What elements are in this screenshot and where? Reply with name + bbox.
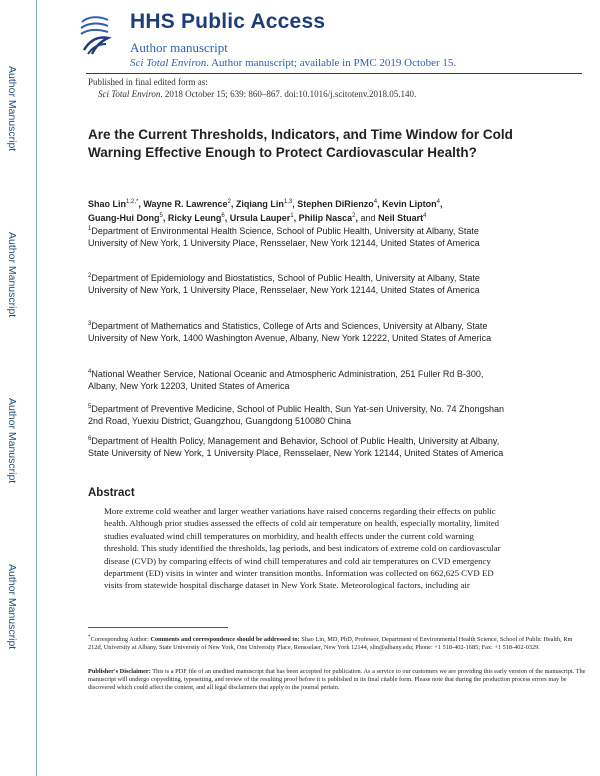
author: Shao Lin$^{1,2,*}$ — [88, 199, 139, 209]
publisher-disclaimer: Publisher's Disclaimer: This is a PDF file of an unedited manuscript that has been accepted for publication. As a service to our customers we are providing this early version of the manuscript. The manuscript will undergo copyediting, typesetting, and review of the resulting proof before it is published in its final citable form. Please note that during the production process errors may be discovered which could affect the content, and all legal disclaimers that apply to the journal pertain. — [88, 668, 586, 692]
sidebar-divider — [36, 0, 37, 776]
availability-line: Sci Total Environ. Author manuscript; available in PMC 2019 October 15. — [130, 57, 457, 69]
author: Neil Stuart$^4$ — [378, 213, 427, 223]
author: Wayne R. Lawrence$^2$ — [143, 199, 231, 209]
affiliation: $^4$National Weather Service, National Oceanic and Atmospheric Administration, 251 Fuller Rd B-300, Albany, New York 12203, United States of America — [88, 369, 484, 391]
author: Ursula Lauper$^1$ — [229, 213, 294, 223]
abstract-heading: Abstract — [88, 487, 135, 499]
author: Ricky Leung$^6$ — [167, 213, 225, 223]
manuscript-label: Author manuscript — [130, 40, 228, 55]
sidebar-label-4: Author Manuscript — [6, 564, 18, 650]
author: Philip Nasca$^2$ — [298, 213, 356, 223]
affiliation: $^6$Department of Health Policy, Management and Behavior, School of Public Health, University at Albany, State University of New York, 1 University Place, Rensselaer, New York 12144, United States of America — [88, 436, 504, 458]
affiliation: $^1$Department of Environmental Health Science, School of Public Health, University at Albany, State University of New York, 1 University Place, Rensselaer, New York 12144, United States of America — [88, 226, 480, 248]
author: Stephen DiRienzo$^4$ — [297, 199, 378, 209]
citation-line: Sci Total Environ. 2018 October 15; 639: 860–867. doi:10.1016/j.scitotenv.2018.05.140. — [98, 89, 417, 99]
published-label: Published in final edited form as: — [88, 77, 208, 87]
abstract-text: More extreme cold weather and larger weather variations have raised concerns regarding their effects on public health. Although prior studies assessed the effects of cold air temperature on health, especially mortality, limited studies evaluated wind chill temperatures on morbidity, and health effects under the current cold warning threshold. This study identified the thresholds, lag periods, and best indicators of extreme cold on cardiovascular disease (CVD) by comparing effects of wind chill temperatures and cold air temperatures on CVD emergency department (ED) visits in winter and winter transition months. Information was collected on 662,625 CVD ED visits from statewide hospital discharge dataset in New York State. Meteorological factors, including air — [104, 506, 501, 591]
affiliation: $^3$Department of Mathematics and Statistics, College of Arts and Sciences, University at Albany, State University of New York, 1400 Washington Avenue, Albany, New York 12222, United States of America — [88, 321, 492, 343]
sidebar-label-3: Author Manuscript — [6, 398, 18, 484]
hhs-title: HHS Public Access — [130, 10, 326, 33]
author: Ziqiang Lin$^{1,3}$ — [235, 199, 293, 209]
corresponding-footnote: *Corresponding Author: Comments and correspondence should be addressed to: Shao Lin, MD, PhD, Professor, Department of Environmental Health Science, School of Public Health, Rm 212d, University at Albany, State University of New York, One University Place, Rensselaer, New York 12144, slin@albany.edu; Phone: +1 518-402-1685; Fax: +1 518-402-0329. — [88, 634, 573, 652]
article-title: Are the Current Thresholds, Indicators, and Time Window for Cold Warning Effective Enough to Protect Cardiovascular Health? — [88, 127, 513, 160]
author: Guang-Hui Dong$^5$ — [88, 213, 163, 223]
author-list: Shao Lin$^{1,2,*}$, Wayne R. Lawrence$^2$, Ziqiang Lin$^{1,3}$, Stephen DiRienzo$^4$, Kevin Lipton$^4$, Guang-Hui Dong$^5$, Ricky Leung$^6$, Ursula Lauper$^1$, Philip Nasca$^2$, and Neil Stuart$^4$ — [88, 199, 443, 223]
header-divider — [86, 73, 582, 74]
footnote-divider — [88, 627, 228, 628]
affiliation: $^5$Department of Preventive Medicine, School of Public Health, Sun Yat-sen University, No. 74 Zhongshan 2nd Road, Yuexiu District, Guangzhou, Guangdong 510080 China — [88, 404, 505, 426]
author: Kevin Lipton$^4$ — [382, 199, 440, 209]
sidebar-label-2: Author Manuscript — [6, 232, 18, 318]
affiliation: $^2$Department of Epidemiology and Biostatistics, School of Public Health, University at Albany, State University of New York, 1 University Place, Rensselaer, New York 12144, United States of America — [88, 273, 480, 295]
sidebar-label-1: Author Manuscript — [6, 66, 18, 152]
hhs-eagle-logo-icon — [78, 14, 112, 58]
